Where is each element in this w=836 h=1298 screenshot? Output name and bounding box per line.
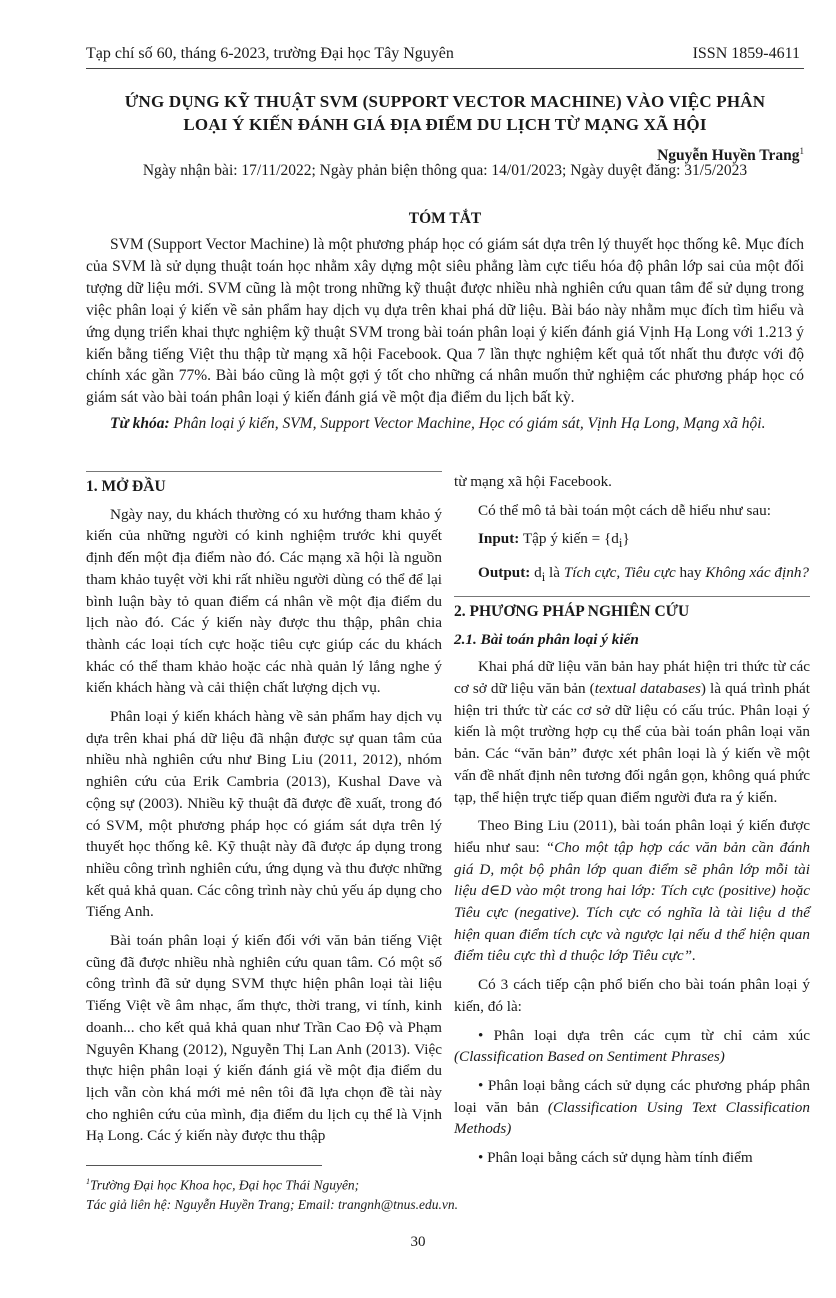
paragraph-continuation: từ mạng xã hội Facebook. (454, 473, 612, 490)
keywords-label: Từ khóa: (110, 415, 170, 433)
right-column (454, 471, 810, 1176)
contact-line: Tác giả liên hệ: Nguyễn Huyền Trang; Email: trangnh@tnus.edu.vn. (86, 1196, 458, 1212)
keywords-list: Phân loại ý kiến, SVM, Support Vector Machine, Học có giám sát, Vịnh Hạ Long, Mạng xã hội. (173, 415, 766, 433)
left-column (86, 471, 442, 1154)
keywords (86, 413, 804, 435)
page-number: 30 (410, 1234, 426, 1250)
bullet-english: (Classification Based on Sentiment Phrases) (454, 1048, 725, 1066)
footnote-divider (86, 1165, 322, 1166)
section-divider (86, 471, 442, 472)
text-run: Theo Bing Liu (2011), bài toán phân loại ý kiến được hiểu như sau: (454, 817, 810, 856)
paragraph: Có thể mô tả bài toán một cách dễ hiểu như sau: (478, 501, 771, 519)
author-name: Nguyễn Huyền Trang (657, 147, 800, 165)
bullet-text: • Phân loại dựa trên các cụm từ chỉ cảm xúc (478, 1026, 810, 1044)
bullet-english: (Classification Using Text Classification Methods) (454, 1098, 810, 1138)
abstract-text: SVM (Support Vector Machine) là một phương pháp học có giám sát dựa trên lý thuyết học thống kê. Mục đích của SVM là sử dụng thuật toán học nhằm xây dựng một siêu phẳng làm cực tiểu hóa độ phân lớp sai của một đối tượng dữ liệu mới. SVM cũng là một trong những kỹ thuật được nhiều nhà nghiên cứu quan tâm để sử dụng trong việc phân loại ý kiến về sản phẩm hay dịch vụ dựa trên khai phá dữ liệu. Bài báo này nhằm mục đích tìm hiểu và ứng dụng triển khai thực nghiệm kỹ thuật SVM trong bài toán phân loại ý kiến đánh giá Vịnh Hạ Long với 1.213 ý kiến bằng tiếng Việt thu thập từ mạng xã hội Facebook. Qua 7 lần thực nghiệm kết quả tốt nhất thu được với độ chính xác gần 77%. Bài báo cũng là một gợi ý tốt cho những cá nhân muốn thử nghiệm các phương pháp học có giám sát vào bài toán phân loại ý kiến đánh giá về một địa điểm du lịch bất kỳ. (86, 236, 804, 407)
output-text: hay (675, 564, 706, 582)
subscript: i (541, 570, 546, 585)
output-text: là (545, 564, 564, 582)
section-divider (454, 596, 810, 597)
paragraph: Phân loại ý kiến khách hàng về sản phẩm hay dịch vụ dựa trên khai phá dữ liệu đã nhận được sự quan tâm của nhiều nhà nghiên cứu như Bing Liu (2011, 2012), nhóm nghiên cứu của Erik Cambria (2013), Kushal Dave và cộng sự (2003). Nhiều kỹ thuật đã được đề xuất, trong đó có SVM, một phương pháp học có giám sát dựa trên lý thuyết học thống kê. Kỹ thuật này đã được áp dụng trong nhiều công trình nghiên cứu, ứng dụng và thu được những kết quả khả quan. Các công trình này chủ yếu áp dụng cho Tiếng Anh. (86, 708, 442, 921)
subsection-2-1-heading: 2.1. Bài toán phân loại ý kiến (454, 630, 639, 648)
paragraph (454, 656, 810, 808)
title-line-1: ỨNG DỤNG KỸ THUẬT SVM (SUPPORT VECTOR MACHINE) VÀO VIỆC PHÂN (124, 92, 766, 111)
affiliation-line (86, 1172, 804, 1195)
paragraph: Ngày nay, du khách thường có xu hướng tham khảo ý kiến của những người có kinh nghiệm trước khi quyết định đến một địa điểm nào đó. Các mạng xã hội là nguồn tham khảo tuyệt vời khi rất nhiều người dùng có thể để lại bình luận bày tỏ quan điểm cá nhân về một địa điểm du lịch nào đó. Các ý kiến này được thu thập, phân chia thành các loại tích cực hoặc tiêu cực giúp các du khách khác có thể tham khảo hoặc các nhà quản lý lắng nghe ý kiến khách hàng và cải thiện chất lượng dịch vụ. (86, 505, 442, 697)
bullet-text: • Phân loại bằng cách sử dụng các phương pháp phân loại văn bản (454, 1076, 810, 1116)
abstract-heading: TÓM TẮT (408, 210, 482, 227)
article-title (86, 90, 804, 136)
paragraph: Bài toán phân loại ý kiến đối với văn bản tiếng Việt cũng đã được nhiều nhà nghiên cứu quan tâm. Có một số công trình đã sử dụng SVM thực hiện phân loại tài liệu Tiếng Việt về âm nhạc, ẩm thực, thời trang, vi tính, kinh doanh... cho kết quả khả quan như Trần Cao Độ và Phạm Nguyên Khang (2012), Nguyễn Thị Lan Anh (2013). Việc thực hiện phân loại ý kiến đánh giá về một địa điểm du lịch vẫn còn khá mới mẻ nên tôi đã lựa chọn đề tài này cho nghiên cứu của mình, địa điểm du lịch cụ thể là Vịnh Hạ Long. Các ý kiến này được thu thập (86, 932, 442, 1145)
subscript: i (618, 536, 623, 551)
footnote-mark: 1 (86, 1177, 90, 1186)
paragraph: Có 3 cách tiếp cận phổ biến cho bài toán phân loại ý kiến, đó là: (454, 976, 810, 1015)
output-class-unknown: Không xác định? (705, 564, 810, 582)
input-label: Input: (478, 530, 520, 548)
output-var: d (534, 564, 542, 582)
footnote (86, 1172, 804, 1214)
input-text: Tập ý kiến = {d (522, 530, 619, 548)
paragraph (454, 815, 810, 967)
abstract (86, 234, 804, 435)
output-definition (454, 562, 810, 589)
title-line-2: LOẠI Ý KIẾN ĐÁNH GIÁ ĐỊA ĐIỂM DU LỊCH TỪ MẠNG XÃ HỘI (183, 115, 707, 134)
submission-dates: Ngày nhận bài: 17/11/2022; Ngày phản biện thông qua: 14/01/2023; Ngày duyệt đăng: 31/5/2023 (142, 162, 748, 179)
header-divider (86, 68, 804, 69)
journal-name: Tạp chí số 60, tháng 6-2023, trường Đại học Tây Nguyên (86, 45, 454, 62)
author-affiliation-mark: 1 (799, 146, 804, 156)
input-definition (454, 528, 810, 555)
issn: ISSN 1859-4611 (692, 45, 800, 62)
italic-term: textual databases (594, 679, 701, 697)
output-classes: Tích cực, Tiêu cực (563, 564, 676, 582)
bullet-item (454, 1075, 810, 1140)
section-2-heading: 2. PHƯƠNG PHÁP NGHIÊN CỨU (454, 602, 690, 620)
text-run: Khai phá dữ liệu văn bản hay phát hiện tri thức từ các cơ sở dữ liệu văn bản ( (454, 658, 810, 697)
running-header (86, 44, 800, 64)
text-run: ) là quá trình phát hiện tri thức từ các cơ sở dữ liệu có cấu trúc. Phân loại ý kiến là một trường hợp cụ thể của bài toán phân loại văn bản. Các “văn bản” được xét phân loại là ý kiến về một vấn đề nhất định nên tương đối ngắn gọn, không quá phức tạp, thể hiện trực tiếp quan điểm người đưa ra ý kiến. (454, 679, 811, 806)
quoted-definition: “Cho một tập hợp các văn bản cần đánh giá D, một bộ phân lớp quan điểm sẽ phân lớp mỗi tài liệu d∈D vào một trong hai lớp: Tích cực (positive) hoặc Tiêu cực (negative). Tích cực có nghĩa là tài liệu d thể hiện quan điểm tích cực và ngược lại nếu d thể hiện quan điểm tiêu cực thì d thuộc lớp Tiêu cực”. (454, 838, 810, 965)
bullet-item (454, 1025, 810, 1068)
output-label: Output: (478, 564, 531, 582)
input-end: } (622, 530, 630, 548)
bullet-item: • Phân loại bằng cách sử dụng hàm tính điểm (478, 1149, 753, 1167)
section-1-heading: 1. MỞ ĐẦU (86, 478, 166, 495)
affiliation-text: Trường Đại học Khoa học, Đại học Thái Nguyên; (90, 1177, 360, 1193)
